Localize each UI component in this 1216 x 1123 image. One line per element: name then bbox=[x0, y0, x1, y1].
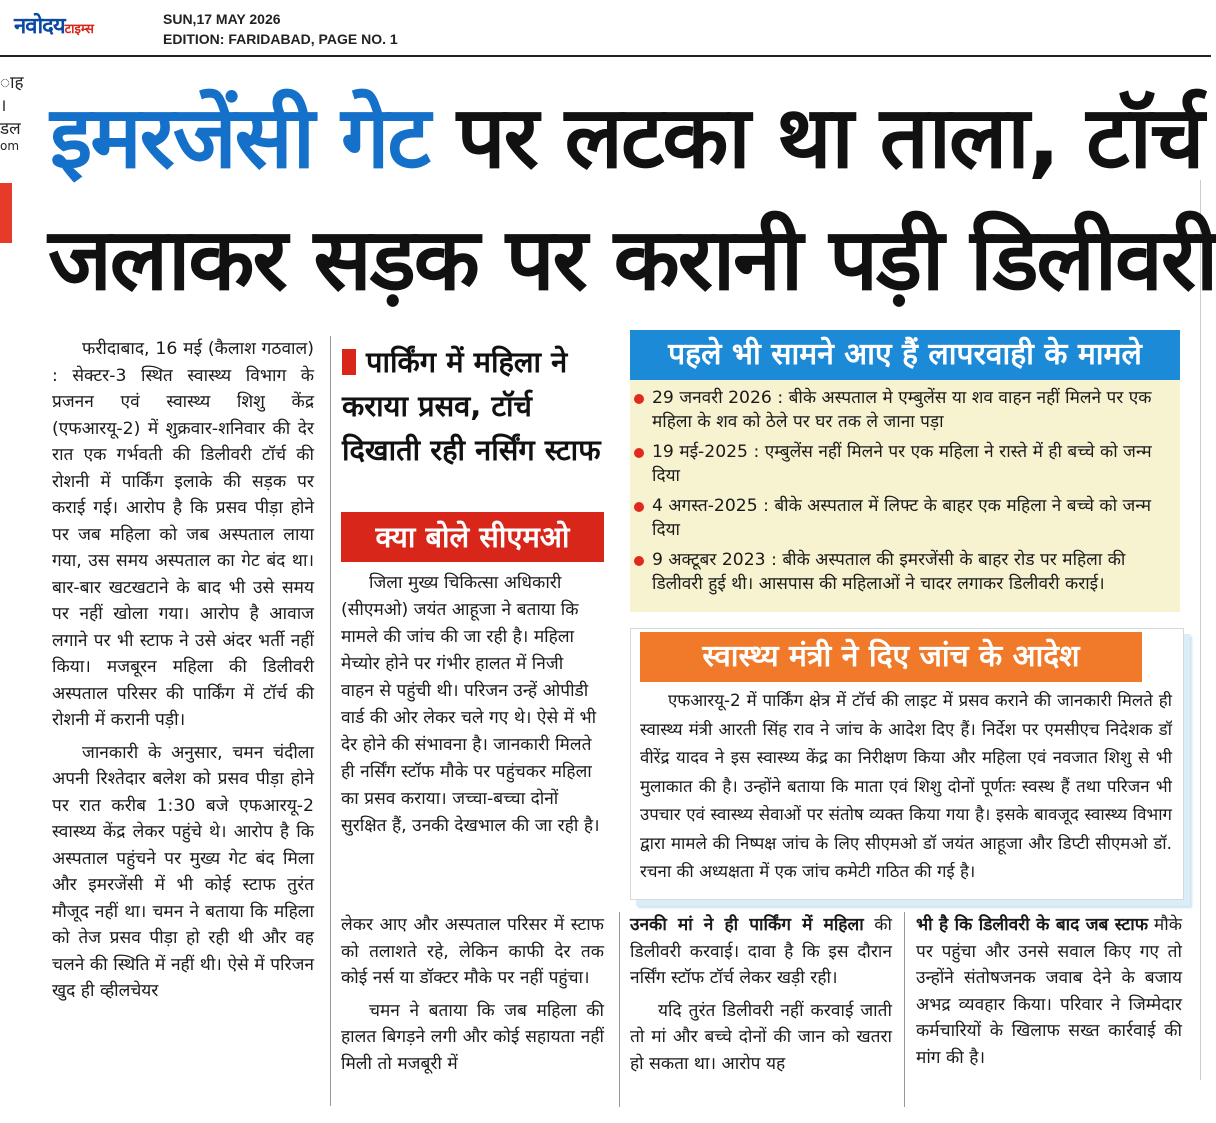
dateline bbox=[163, 9, 398, 49]
newspaper-logo bbox=[14, 10, 94, 40]
article-paragraph: लेकर आए और अस्पताल परिसर में स्टाफ को तलाशते रहे, लेकिन काफी देर तक कोई नर्स या डॉक्टर मौके पर नहीं पहुंचा। bbox=[341, 915, 604, 988]
article-column-3 bbox=[630, 912, 892, 1077]
fragment-text: om bbox=[0, 139, 20, 153]
left-adjacent-article-fragment bbox=[0, 70, 24, 1120]
previous-cases-heading: पहले भी सामने आए हैं लापरवाही के मामले bbox=[630, 330, 1180, 380]
article-column-4 bbox=[916, 912, 1182, 1071]
list-item-text: 29 जनवरी 2026 : बीके अस्पताल मे एम्बुलेंस या शव वाहन नहीं मिलने पर एक महिला के शव को ठेले पर घर तक ले जाना पड़ा bbox=[652, 388, 1152, 432]
article-paragraph: चमन ने बताया कि जब महिला की हालत बिगड़ने लगी और कोई सहायता नहीं मिली तो मजबूरी में bbox=[341, 1000, 604, 1074]
right-adjacent-article-edge bbox=[1200, 180, 1211, 1080]
list-item-text: 4 अगस्त-2025 : बीके अस्पताल में लिफ्ट के बाहर एक महिला ने बच्चे को जन्म दिया bbox=[652, 496, 1152, 540]
article-paragraph bbox=[916, 912, 1182, 1071]
article-paragraph bbox=[630, 912, 892, 992]
list-item bbox=[634, 386, 1180, 434]
column-rule bbox=[330, 336, 331, 1106]
fragment-text: । bbox=[0, 96, 7, 116]
minister-order-text: एफआरयू-2 में पार्किंग क्षेत्र में टॉर्च की लाइट में प्रसव कराने की जानकारी मिलते ही स्वास्थ्य मंत्री आरती सिंह राव ने जांच के आदेश दिए हैं। निर्देश पर एमसीएच निदेशक डॉ वीरेंद्र यादव ने इस स्वास्थ्य केंद्र का निरीक्षण किया और महिला एवं नवजात शिशु से भी मुलाकात की है। उन्होंने बताया कि माता एवं शिशु दोनों पूर्णतः स्वस्थ हैं तथा परिजन भी उपचार एवं स्वास्थ्य सेवाओं पर संतोष व्यक्त किया गया है। इसके बावजूद स्वास्थ्य विभाग द्वारा मामले की निष्पक्ष जांच के लिए सीएमओ डॉ जयंत आहूजा और डिप्टी सीएमओ डॉ. रचना की अध्यक्षता में एक जांच कमेटी गठित की गई है। bbox=[640, 690, 1172, 881]
run-in-text: भी है कि डिलीवरी के बाद जब स्टाफ bbox=[916, 915, 1149, 935]
red-bullet-icon bbox=[634, 502, 644, 512]
masthead-divider bbox=[0, 55, 1211, 57]
list-item-text: 9 अक्टूबर 2023 : बीके अस्पताल की इमरजेंसी के बाहर रोड पर महिला की डिलीवरी हुई थी। आसपास की महिलाओं ने चादर लगाकर डिलीवरी कराई। bbox=[652, 550, 1126, 594]
red-bullet-icon bbox=[634, 448, 644, 458]
list-item bbox=[634, 440, 1180, 488]
article-column-2-continued bbox=[341, 912, 604, 1077]
red-square-bullet-icon bbox=[342, 349, 356, 375]
list-item bbox=[634, 548, 1180, 596]
brand-suffix: टाइम्स bbox=[64, 22, 94, 37]
edition-info: EDITION: FARIDABAD, PAGE NO. 1 bbox=[163, 31, 398, 47]
headline-highlight: इमरजेंसी गेट bbox=[50, 88, 429, 188]
cmo-statement bbox=[341, 570, 601, 840]
minister-order-body bbox=[640, 686, 1172, 886]
cmo-section-heading: क्या बोले सीएमओ bbox=[341, 512, 604, 562]
headline-line-2: जलाकर सड़क पर करानी पड़ी डिलीवरी bbox=[48, 210, 1216, 310]
subheadline bbox=[342, 340, 602, 472]
paragraph-text: मौके पर पहुंचा और उनसे सवाल किए गए तो उन्होंने संतोषजनक जवाब देने के बजाय अभद्र व्यवहार किया। परिवार ने जिम्मेदार कर्मचारियों के खिलाफ सख्त कार्रवाई की मांग की है। bbox=[916, 915, 1182, 1068]
article-paragraph: यदि तुरंत डिलीवरी नहीं करवाई जाती तो मां और बच्चे दोनों की जान को खतरा हो सकता था। आरोप यह bbox=[630, 1000, 892, 1074]
run-in-text: उनकी मां ने ही पार्किंग में महिला bbox=[630, 915, 864, 935]
headline-line-1 bbox=[50, 88, 1202, 188]
list-item bbox=[634, 494, 1180, 542]
column-rule bbox=[619, 912, 620, 1107]
paragraph-text: की डिलीवरी करवाई। दावा है कि इस दौरान नर्सिंग स्टॉफ टॉर्च लेकर खड़ी रही। bbox=[630, 915, 892, 988]
previous-cases-list bbox=[634, 386, 1180, 602]
list-item-text: 19 मई-2025 : एम्बुलेंस नहीं मिलने पर एक महिला ने रास्ते में ही बच्चे को जन्म दिया bbox=[652, 442, 1152, 486]
article-paragraph: जानकारी के अनुसार, चमन चंदीला अपनी रिश्तेदार बलेश को प्रसव पीड़ा होने पर रात करीब 1:30 बजे एफआरयू-2 स्वास्थ्य केंद्र लेकर पहुंचे थे। आरोप है कि अस्पताल पहुंचने पर मुख्य गेट बंद मिला और इमरजेंसी में भी कोई स्टाफ तुरंत मौजूद नहीं था। चमन ने बताया कि महिला को तेज प्रसव पीड़ा हो रही थी और वह चलने की स्थिति में नहीं थी। ऐसे में परिजन खुद ही व्हीलचेयर bbox=[52, 742, 314, 1001]
article-paragraph: फरीदाबाद, 16 मई (कैलाश गठवाल) : सेक्टर-3 स्थित स्वास्थ्य विभाग के प्रजनन एवं स्वास्थ्य शिशु केंद्र (एफआरयू-2) में शुक्रवार-शनिवार की देर रात एक गर्भवती की डिलीवरी टॉर्च की रोशनी में पार्किंग इलाके की सड़क पर कराई गई। आरोप है कि प्रसव पीड़ा होने पर जब महिला को जब अस्पताल लाया गया, उस समय अस्पताल का गेट बंद था। बार-बार खटखटाने के बाद भी उसे समय पर नहीं खोला गया। आरोप है आवाज लगाने पर भी स्टाफ ने उसे अंदर भर्ती नहीं किया। मजबूरन महिला की डिलीवरी अस्पताल परिसर की पार्किंग में टॉर्च की रोशनी में करानी पड़ी। bbox=[52, 339, 314, 730]
edition-date: SUN,17 MAY 2026 bbox=[163, 11, 281, 27]
fragment-red-block bbox=[0, 183, 12, 243]
fragment-text: डल bbox=[0, 119, 21, 139]
article-column-1 bbox=[52, 336, 314, 1005]
fragment-text: ाह bbox=[0, 73, 24, 93]
subheadline-text: पार्किंग में महिला ने कराया प्रसव, टॉर्च दिखाती रही नर्सिंग स्टाफ bbox=[342, 345, 601, 467]
cmo-statement-text: जिला मुख्य चिकित्सा अधिकारी (सीएमओ) जयंत आहूजा ने बताया कि मामले की जांच की जा रही है। महिला मेच्योर होने पर गंभीर हालत में निजी वाहन से पहुंची थी। परिजन उन्हें ओपीडी वार्ड की ओर लेकर चले गए थे। ऐसे में भी देर होने की संभावना है। जानकारी मिलते ही नर्सिंग स्टॉफ मौके पर पहुंचकर महिला का प्रसव कराया। जच्चा-बच्चा दोनों सुरक्षित हैं, उनकी देखभाल की जा रही है। bbox=[341, 573, 600, 836]
red-bullet-icon bbox=[634, 394, 644, 404]
minister-order-heading: स्वास्थ्य मंत्री ने दिए जांच के आदेश bbox=[640, 632, 1142, 682]
red-bullet-icon bbox=[634, 556, 644, 566]
column-rule bbox=[904, 912, 905, 1107]
brand-name: नवोदय bbox=[14, 14, 65, 39]
headline-text: पर लटका था ताला, टॉर्च bbox=[456, 88, 1203, 188]
